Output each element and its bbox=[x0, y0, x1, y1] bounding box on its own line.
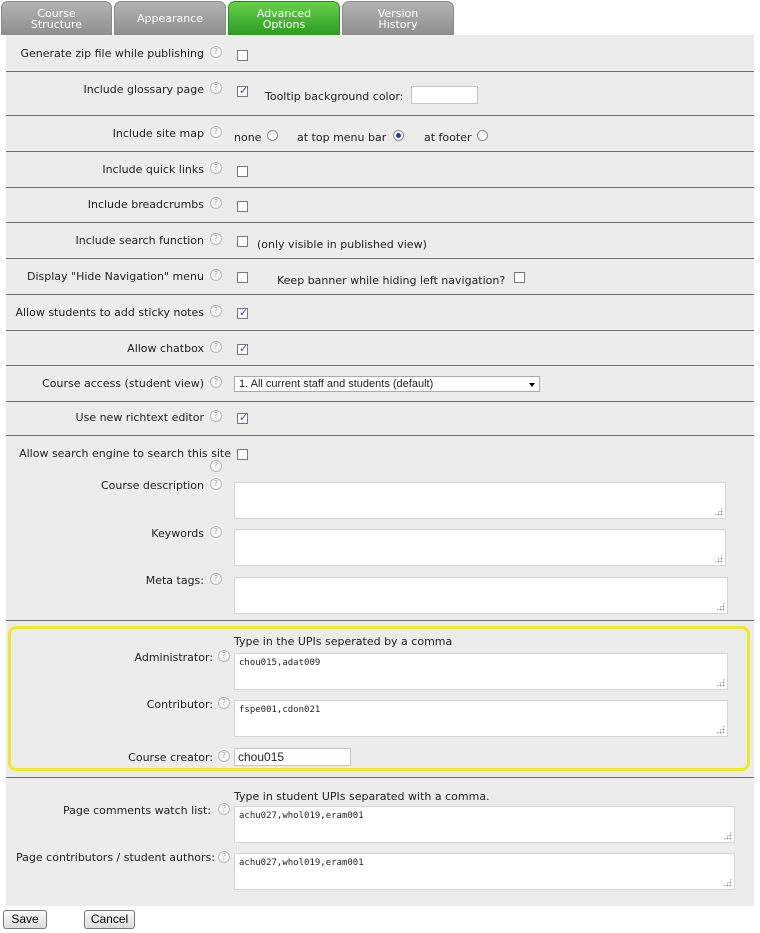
course-description-textarea[interactable] bbox=[234, 482, 726, 519]
tab-label: Advanced bbox=[256, 6, 312, 20]
tab-version-history[interactable] bbox=[342, 1, 454, 35]
textarea-value: fspe001,cdon021 bbox=[239, 705, 321, 715]
cancel-button[interactable]: Cancel bbox=[84, 910, 135, 929]
quicklinks-label: Include quick links bbox=[102, 163, 204, 176]
administrator-label: Administrator: bbox=[134, 651, 213, 664]
tab-bar bbox=[0, 0, 760, 35]
quicklinks-checkbox[interactable] bbox=[237, 166, 248, 177]
sitemap-radio-footer[interactable] bbox=[477, 130, 488, 141]
resize-grip-icon[interactable] bbox=[716, 678, 725, 687]
chatbox-label: Allow chatbox bbox=[127, 342, 204, 355]
breadcrumbs-label: Include breadcrumbs bbox=[87, 198, 204, 211]
help-icon[interactable]: ? bbox=[210, 269, 222, 281]
help-icon[interactable]: ? bbox=[218, 697, 230, 709]
tab-advanced-options[interactable] bbox=[228, 1, 340, 35]
keep-banner-checkbox[interactable] bbox=[514, 272, 525, 283]
sitemap-radio-none[interactable] bbox=[267, 130, 278, 141]
richtext-checkbox[interactable] bbox=[237, 413, 248, 424]
students-hint: Type in student UPIs separated with a comma. bbox=[234, 790, 490, 803]
watch-list-label: Page comments watch list: bbox=[62, 804, 211, 817]
student-authors-textarea[interactable] bbox=[234, 853, 735, 890]
divider bbox=[6, 71, 754, 72]
help-icon[interactable]: ? bbox=[210, 341, 222, 353]
help-icon[interactable]: ? bbox=[218, 650, 230, 662]
divider bbox=[6, 151, 754, 152]
glossary-label: Include glossary page bbox=[83, 83, 204, 96]
sitemap-option-footer-label: at footer bbox=[424, 131, 472, 144]
search-function-label: Include search function bbox=[75, 234, 204, 247]
tab-label: Structure bbox=[30, 17, 83, 31]
tooltip-color-input[interactable] bbox=[411, 86, 478, 104]
tab-label: Appearance bbox=[136, 12, 204, 25]
help-icon[interactable]: ? bbox=[210, 376, 222, 388]
tab-label: Version bbox=[377, 6, 419, 20]
tab-appearance[interactable] bbox=[114, 1, 226, 35]
search-engine-label: Allow search engine to search this site bbox=[19, 447, 231, 460]
administrator-textarea[interactable] bbox=[234, 653, 728, 690]
divider bbox=[6, 435, 754, 436]
glossary-checkbox[interactable] bbox=[237, 86, 248, 97]
divider bbox=[6, 330, 754, 331]
help-icon[interactable]: ? bbox=[210, 162, 222, 174]
sticky-notes-label: Allow students to add sticky notes bbox=[15, 306, 204, 319]
richtext-label: Use new richtext editor bbox=[75, 411, 204, 424]
search-engine-checkbox[interactable] bbox=[237, 449, 248, 460]
tooltip-color-label: Tooltip background color: bbox=[265, 90, 404, 103]
sitemap-label: Include site map bbox=[112, 127, 204, 140]
chatbox-checkbox[interactable] bbox=[237, 344, 248, 355]
sitemap-option-top-label: at top menu bar bbox=[297, 131, 387, 144]
keywords-label: Keywords bbox=[151, 527, 204, 540]
divider bbox=[6, 777, 754, 778]
help-icon[interactable]: ? bbox=[218, 851, 230, 863]
divider bbox=[6, 187, 754, 188]
course-access-label: Course access (student view) bbox=[42, 377, 204, 390]
keep-banner-label: Keep banner while hiding left navigation? bbox=[277, 274, 506, 287]
resize-grip-icon[interactable] bbox=[716, 602, 725, 611]
sticky-notes-checkbox[interactable] bbox=[237, 308, 248, 319]
help-icon[interactable]: ? bbox=[210, 478, 222, 490]
help-icon[interactable]: ? bbox=[218, 803, 230, 815]
help-icon[interactable]: ? bbox=[210, 460, 222, 472]
textarea-value: achu027,whol019,eram001 bbox=[239, 858, 364, 868]
resize-grip-icon[interactable] bbox=[714, 554, 723, 563]
student-authors-label: Page contributors / student authors: bbox=[16, 851, 215, 864]
divider bbox=[6, 115, 754, 116]
textarea-value: chou015,adat009 bbox=[239, 658, 321, 668]
help-icon[interactable]: ? bbox=[210, 197, 222, 209]
help-icon[interactable]: ? bbox=[210, 526, 222, 538]
divider bbox=[6, 365, 754, 366]
help-icon[interactable]: ? bbox=[210, 573, 222, 585]
tab-label: Course bbox=[37, 6, 76, 20]
resize-grip-icon[interactable] bbox=[714, 507, 723, 516]
meta-tags-label: Meta tags: bbox=[145, 574, 204, 587]
search-function-note: (only visible in published view) bbox=[257, 238, 427, 251]
zip-label: Generate zip file while publishing bbox=[20, 47, 204, 60]
course-creator-input[interactable]: chou015 bbox=[234, 748, 351, 766]
permissions-hint: Type in the UPIs seperated by a comma bbox=[234, 635, 453, 648]
course-access-value: 1. All current staff and students (default) bbox=[239, 378, 434, 390]
help-icon[interactable]: ? bbox=[210, 82, 222, 94]
tab-course-structure[interactable] bbox=[1, 1, 112, 35]
resize-grip-icon[interactable] bbox=[723, 878, 732, 887]
zip-checkbox[interactable] bbox=[237, 50, 248, 61]
divider bbox=[6, 222, 754, 223]
course-access-select[interactable] bbox=[234, 376, 540, 392]
contributor-label: Contributor: bbox=[146, 698, 213, 711]
help-icon[interactable]: ? bbox=[210, 46, 222, 58]
help-icon[interactable]: ? bbox=[210, 233, 222, 245]
resize-grip-icon[interactable] bbox=[716, 725, 725, 734]
watch-list-textarea[interactable] bbox=[234, 806, 735, 843]
help-icon[interactable]: ? bbox=[210, 305, 222, 317]
sitemap-radio-top[interactable] bbox=[393, 130, 404, 141]
keywords-textarea[interactable] bbox=[234, 529, 726, 566]
meta-tags-textarea[interactable] bbox=[234, 577, 728, 614]
contributor-textarea[interactable] bbox=[234, 700, 728, 737]
divider bbox=[6, 294, 754, 295]
breadcrumbs-checkbox[interactable] bbox=[237, 201, 248, 212]
course-creator-label: Course creator: bbox=[128, 751, 213, 764]
divider bbox=[6, 258, 754, 259]
help-icon[interactable]: ? bbox=[218, 750, 230, 762]
tab-label: Options bbox=[262, 17, 306, 31]
divider bbox=[6, 401, 754, 402]
search-function-checkbox[interactable] bbox=[237, 236, 248, 247]
help-icon[interactable]: ? bbox=[210, 126, 222, 138]
chevron-down-icon bbox=[529, 383, 535, 387]
divider bbox=[6, 620, 754, 621]
textarea-value: achu027,whol019,eram001 bbox=[239, 811, 364, 821]
tab-label: History bbox=[378, 17, 418, 31]
resize-grip-icon[interactable] bbox=[723, 831, 732, 840]
help-icon[interactable]: ? bbox=[210, 410, 222, 422]
hidenav-label: Display "Hide Navigation" menu bbox=[27, 270, 204, 283]
sitemap-option-none-label: none bbox=[234, 131, 262, 144]
hidenav-checkbox[interactable] bbox=[237, 272, 248, 283]
save-button[interactable]: Save bbox=[3, 910, 47, 929]
course-description-label: Course description bbox=[100, 479, 204, 492]
